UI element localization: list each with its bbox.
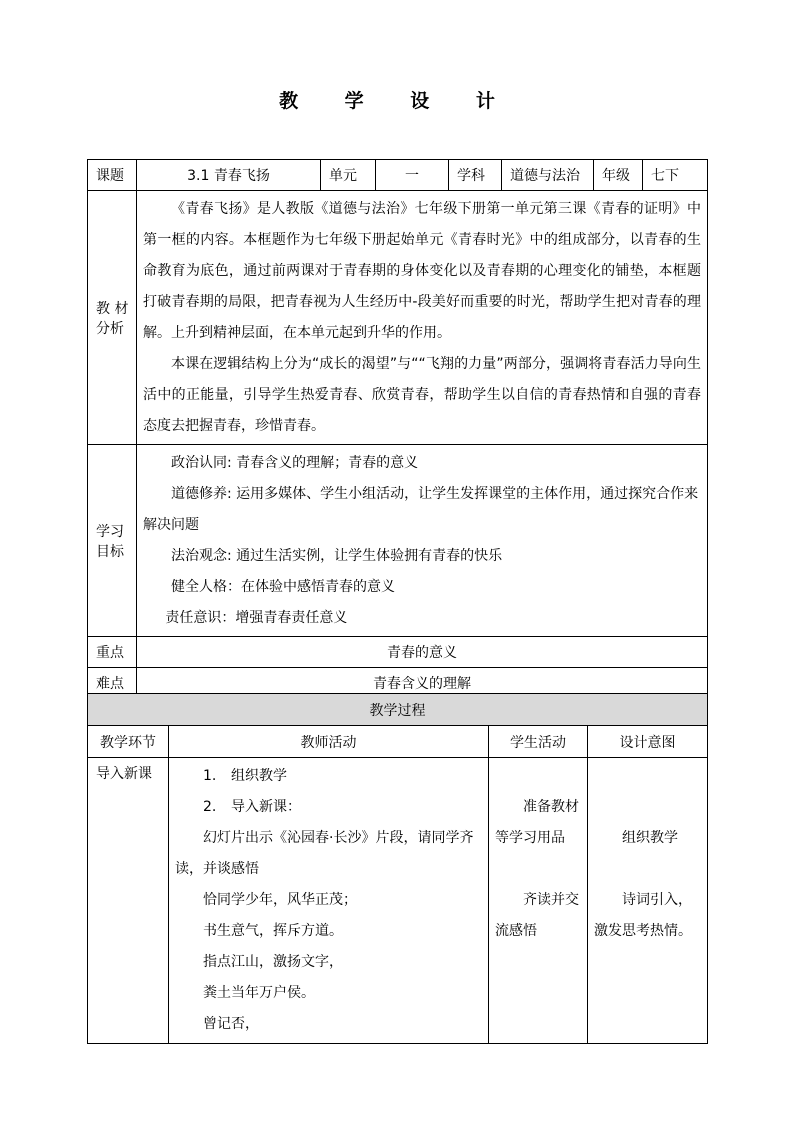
objectives-row [88,445,708,637]
stage-cell: 导入新课 [88,758,169,1044]
difficult-point-value: 青春含义的理解 [137,668,708,699]
objective-item: 健全人格：在体验中感悟青春的意义 [171,579,395,595]
teacher-line: 幻灯片出示《沁园春·长沙》片段，请同学齐读，并谈感悟 [175,830,474,877]
key-point-row [88,637,708,668]
lesson-info-table [87,159,708,699]
design-line: 组织教学 [622,830,678,846]
teacher-line: 书生意气，挥斥方道。 [203,923,343,939]
key-point-value: 青春的意义 [137,637,708,668]
material-analysis-text [137,191,708,445]
objectives-label: 学习 目标 [88,445,137,637]
material-analysis-label: 教 材 分析 [88,191,137,445]
objectives-list [137,445,708,637]
teacher-line: 恰同学少年，风华正茂； [203,892,357,908]
process-heading: 教学过程 [88,694,708,726]
objective-item: 责任意识：增强青春责任意义 [165,610,348,626]
student-line: 齐读并交流感悟 [495,892,579,939]
subject-label: 学科 [449,160,502,191]
teacher-line: 曾记否， [203,1016,259,1032]
grade-value: 七下 [643,160,708,191]
teacher-line: 指点江山，激扬文字， [203,954,343,970]
page-title: 教 学 设 计 [279,90,515,112]
key-point-label: 重点 [88,637,137,668]
process-heading-row [88,694,708,726]
topic-value: 3.1 青春飞扬 [137,160,321,191]
column-header: 学生活动 [489,726,588,758]
objective-item: 道德修养: 运用多媒体、学生小组活动，让学生发挥课堂的主体作用，通过探究合作来解决问题 [143,486,699,533]
student-line: 准备教材等学习用品 [495,799,579,846]
teacher-activity [169,758,489,1044]
column-header: 教学环节 [88,726,169,758]
material-analysis-row [88,191,708,445]
material-paragraph: 《青春飞扬》是人教版《道德与法治》七年级下册第一单元第三课《青春的证明》中第一框的内容。本框题作为七年级下册起始单元《青春时光》中的组成部分，以青春的生命教育为底色，通过前两课对于青春期的身体变化以及青春期的心理变化的铺垫，本框题打破青春期的局限，把青春视为人生经历中-段美好而重要的时光，帮助学生把对青春的理解。上升到精神层面，在本单元起到升华的作用。 [143,201,701,341]
design-line: 诗词引入，激发思考热情。 [594,892,692,939]
difficult-point-label: 难点 [88,668,137,699]
unit-value: 一 [376,160,449,191]
process-columns-row [88,726,708,758]
objective-item: 政治认同: 青春含义的理解；青春的意义 [171,455,419,471]
teacher-line: 粪土当年万户侯。 [203,985,315,1001]
teaching-process-table [87,693,708,1044]
unit-label: 单元 [321,160,376,191]
topic-label: 课题 [88,160,137,191]
column-header: 设计意图 [588,726,708,758]
column-header: 教师活动 [169,726,489,758]
design-intent [588,758,708,1044]
process-row [88,758,708,1044]
teacher-step: 1. 组织教学 [203,768,287,784]
objective-item: 法治观念: 通过生活实例，让学生体验拥有青春的快乐 [171,548,503,564]
material-paragraph: 本课在逻辑结构上分为“成长的渴望”与““飞翔的力量”两部分，强调将青春活力导向生活中的正能量，引导学生热爱青春、欣赏青春，帮助学生以自信的青春热情和自强的青春态度去把握青春，珍惜青春。 [143,356,701,434]
student-activity [489,758,588,1044]
teacher-step: 2. 导入新课： [203,799,301,815]
subject-value: 道德与法治 [502,160,594,191]
grade-label: 年级 [594,160,643,191]
info-row [88,160,708,191]
